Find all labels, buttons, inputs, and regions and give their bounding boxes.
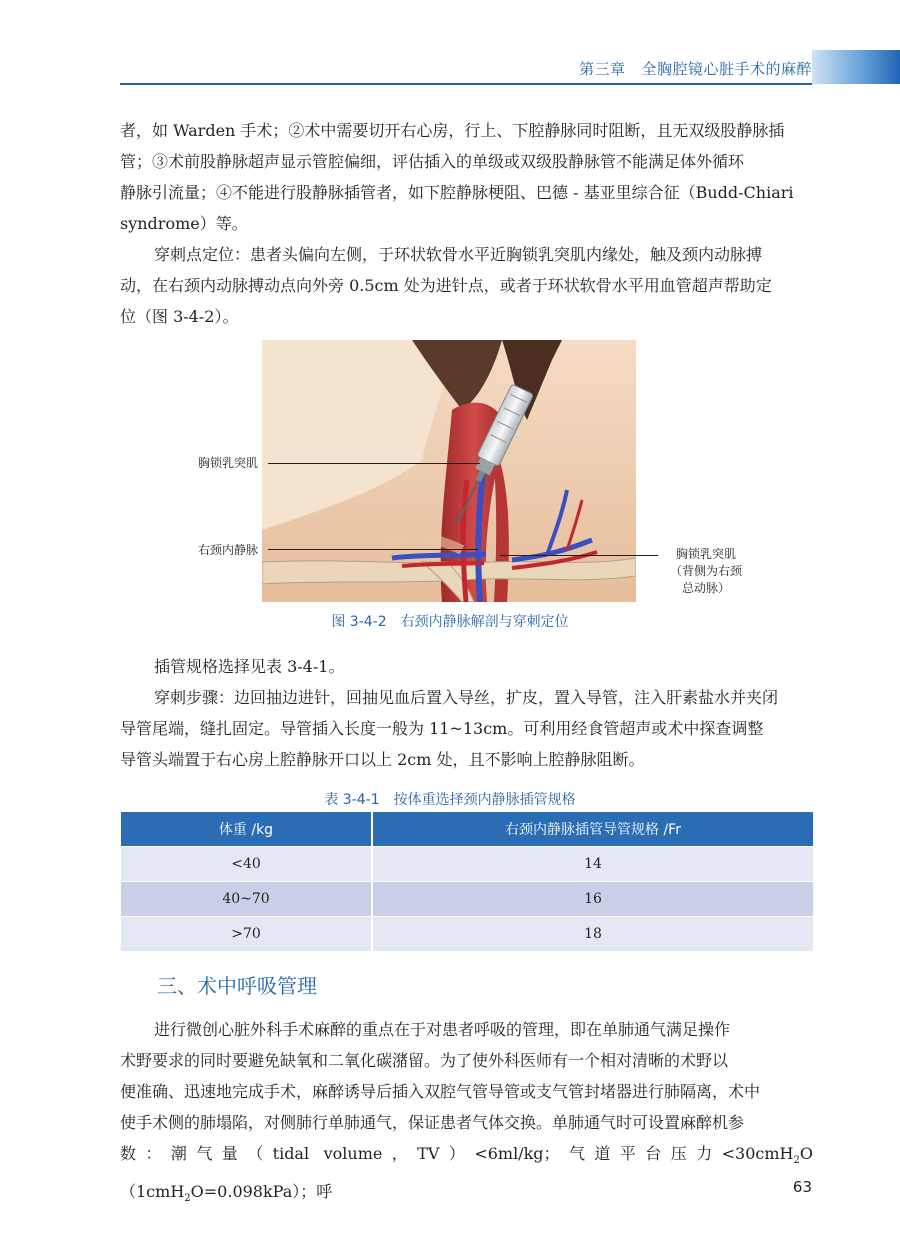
formula-part: O（1cmH <box>120 1144 813 1202</box>
section-heading: 三、术中呼吸管理 <box>157 974 317 998</box>
neck-anatomy-illustration <box>262 340 636 602</box>
text-line: 静脉引流量；④不能进行股静脉插管者，如下腔静脉梗阻、巴德 - 基亚里综合征（Budd-Chiari <box>120 183 794 202</box>
formula-part: O=0.098kPa）；呼 <box>190 1182 333 1202</box>
text-line: 进行微创心脏外科手术麻醉的重点在于对患者呼吸的管理，即在单肺通气满足操作 <box>154 1020 731 1039</box>
cell-size: 16 <box>372 882 813 917</box>
leader-line-right <box>500 555 658 556</box>
table-row <box>121 917 813 952</box>
label-right-line: 胸锁乳突肌 <box>675 547 736 561</box>
table-row <box>121 882 813 917</box>
page-number: 63 <box>792 1178 812 1196</box>
paragraph-2 <box>120 239 813 332</box>
text-line: 位（图 3-4-2）。 <box>120 307 239 326</box>
column-header-catheter-size: 右颈内静脉插管导管规格 /Fr <box>372 812 813 847</box>
catheter-spec-table <box>121 812 813 951</box>
chapter-label: 第三章 <box>579 60 626 78</box>
formula-part: 数：潮气量（tidal volume，TV）<6ml/kg；气道平台压力<30cmH <box>120 1144 794 1163</box>
text-line: 穿刺点定位：患者头偏向左侧，于环状软骨水平近胸锁乳突肌内缘处，触及颈内动脉搏 <box>154 245 763 264</box>
cell-weight: >70 <box>121 917 372 952</box>
text-line: 便准确、迅速地完成手术，麻醉诱导后插入双腔气管导管或支气管封堵器进行肺隔离，术中 <box>120 1082 761 1101</box>
subscript: 2 <box>184 1193 191 1205</box>
text-line: 者，如 Warden 手术；②术中需要切开右心房，行上、下腔静脉同时阻断，且无双级股静脉插 <box>120 121 785 140</box>
cell-weight: <40 <box>121 847 372 882</box>
text-line: 管；③术前股静脉超声显示管腔偏细，评估插入的单级或双级股静脉管不能满足体外循环 <box>120 152 745 171</box>
paragraph-5 <box>120 1014 813 1214</box>
anatomy-drawing <box>262 340 636 602</box>
label-right-internal-jugular-vein: 右颈内静脉 <box>198 543 259 557</box>
label-sternocleidomastoid: 胸锁乳突肌 <box>198 456 259 470</box>
leader-line-muscle <box>268 463 480 464</box>
table-caption: 表 3-4-1 按体重选择颈内静脉插管规格 <box>324 792 576 808</box>
paragraph-1 <box>120 115 813 239</box>
header-rule <box>120 83 812 85</box>
text-line: syndrome）等。 <box>120 214 248 233</box>
text-line: 动，在右颈内动脉搏动点向外旁 0.5cm 处为进针点，或者于环状软骨水平用血管超声帮助定 <box>120 276 772 295</box>
header-color-bar <box>812 50 900 84</box>
text-line: 使手术侧的肺塌陷，对侧肺行单肺通气，保证患者气体交换。单肺通气时可设置麻醉机参 <box>120 1113 745 1132</box>
text-line-formula <box>120 1138 813 1214</box>
running-header <box>579 58 812 79</box>
cell-weight: 40~70 <box>121 882 372 917</box>
paragraph-3: 插管规格选择见表 3-4-1。 <box>154 657 345 676</box>
chapter-title: 全胸腔镜心脏手术的麻醉 <box>641 60 812 78</box>
text-line: 导管尾端，缝扎固定。导管插入长度一般为 11~13cm。可利用经食管超声或术中探查调整 <box>120 719 764 738</box>
label-right-group <box>664 546 748 597</box>
cell-size: 18 <box>372 917 813 952</box>
figure-caption: 图 3-4-2 右颈内静脉解剖与穿刺定位 <box>331 614 569 630</box>
label-right-line: 总动脉） <box>681 581 730 595</box>
table-header-row <box>121 812 813 847</box>
column-header-weight: 体重 /kg <box>121 812 372 847</box>
label-right-line: （背侧为右颈 <box>669 564 742 578</box>
cell-size: 14 <box>372 847 813 882</box>
paragraph-4 <box>120 682 813 775</box>
table-row <box>121 847 813 882</box>
text-line: 导管头端置于右心房上腔静脉开口以上 2cm 处，且不影响上腔静脉阻断。 <box>120 750 645 769</box>
subscript: 2 <box>793 1155 800 1167</box>
text-line: 穿刺步骤：边回抽边进针，回抽见血后置入导丝，扩皮，置入导管，注入肝素盐水并夹闭 <box>154 688 779 707</box>
leader-line-vein <box>268 549 478 550</box>
text-line: 术野要求的同时要避免缺氧和二氧化碳潴留。为了使外科医师有一个相对清晰的术野以 <box>120 1051 729 1070</box>
